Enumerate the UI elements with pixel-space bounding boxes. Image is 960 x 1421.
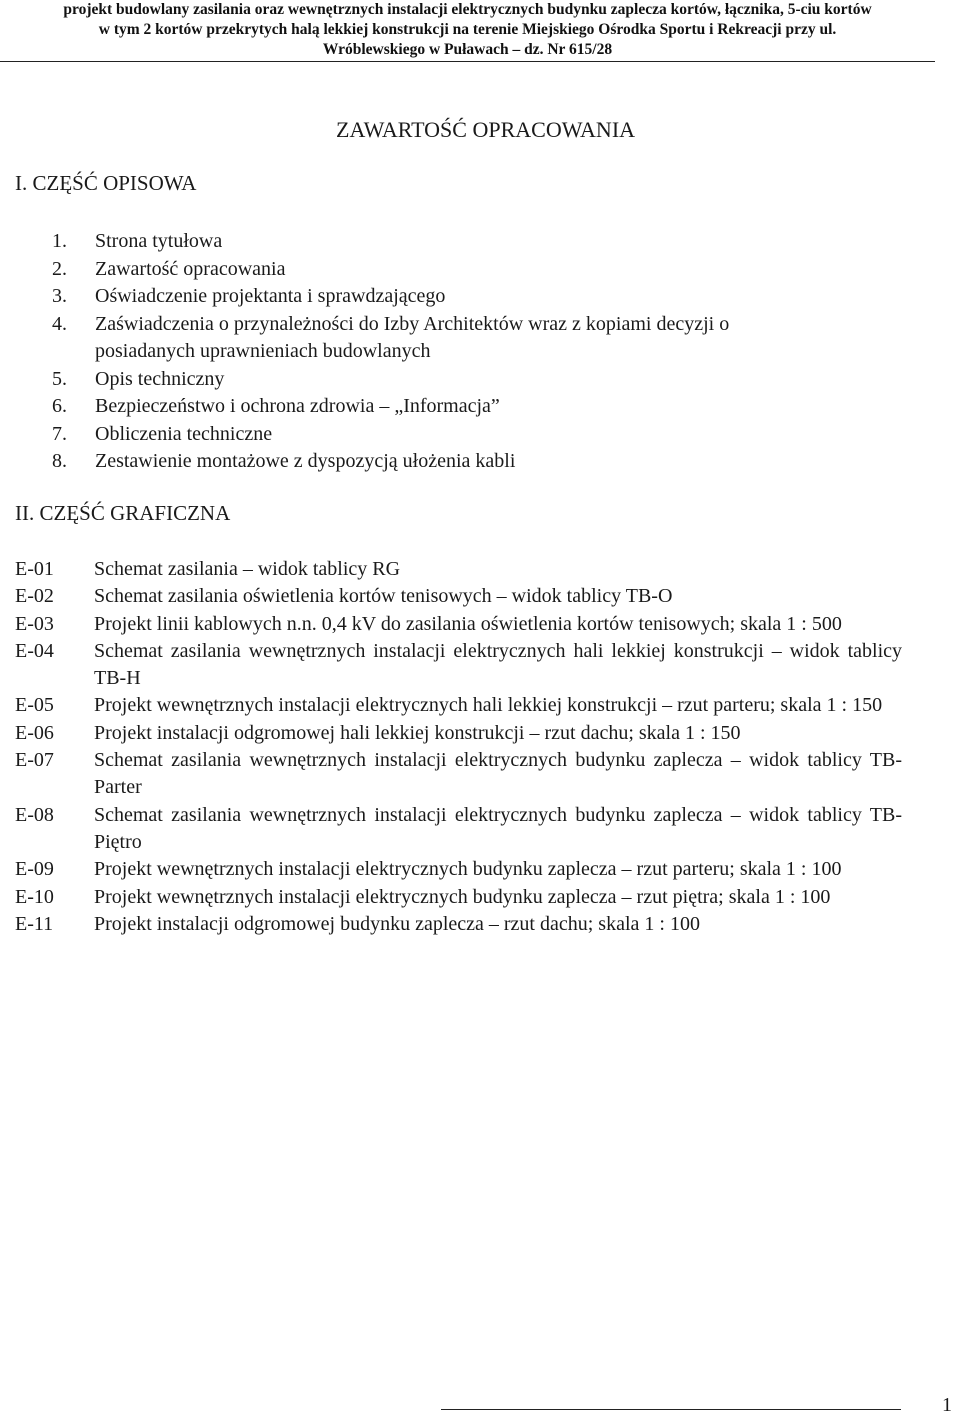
drawing-description: Projekt wewnętrznych instalacji elektrycznych budynku zaplecza – rzut piętra; skala 1 : 100 <box>94 885 831 908</box>
drawing-description: Schemat zasilania wewnętrznych instalacji elektrycznych budynku zaplecza – widok tablicy TB-Piętro <box>94 803 902 853</box>
drawing-description: Projekt instalacji odgromowej budynku zaplecza – rzut dachu; skala 1 : 100 <box>94 912 700 935</box>
drawing-row <box>15 747 902 802</box>
list-item <box>52 256 912 284</box>
drawing-row <box>15 692 902 719</box>
drawing-row <box>15 911 902 938</box>
drawing-row <box>15 611 902 638</box>
list-item-number: 1. <box>52 230 67 252</box>
drawing-row <box>15 856 902 883</box>
header-line-2: w tym 2 kortów przekrytych halą lekkiej konstrukcji na terenie Miejskiego Ośrodka Sportu i Rekreacji przy ul. <box>98 21 837 38</box>
list-item-text: Oświadczenie projektanta i sprawdzającego <box>95 285 446 307</box>
list-item-number: 2. <box>52 257 67 280</box>
drawing-row <box>15 720 902 747</box>
list-item <box>52 228 912 256</box>
list-item-number: 4. <box>52 312 67 335</box>
footer-divider <box>441 1409 901 1410</box>
list-item-text: Zaświadczenia o przynależności do Izby Architektów wraz z kopiami decyzji o posiadanych uprawnieniach budowlanych <box>95 312 730 362</box>
drawing-code: E-02 <box>15 585 54 608</box>
list-item <box>52 366 912 394</box>
list-item-number: 5. <box>52 367 67 390</box>
descriptive-part-list <box>52 228 912 476</box>
header-line-1: projekt budowlany zasilania oraz wewnętrznych instalacji elektrycznych budynku zaplecza kortów, łącznika, 5-ciu kortów <box>63 1 872 18</box>
list-item-text: Opis techniczny <box>95 367 225 390</box>
drawing-row <box>15 884 902 911</box>
list-item-text: Strona tytułowa <box>95 230 223 252</box>
drawing-description: Projekt wewnętrznych instalacji elektrycznych budynku zaplecza – rzut parteru; skala 1 : 100 <box>94 858 842 881</box>
drawing-description: Projekt wewnętrznych instalacji elektrycznych hali lekkiej konstrukcji – rzut parteru; skala 1 : 150 <box>94 694 883 717</box>
drawing-description: Schemat zasilania – widok tablicy RG <box>94 558 401 580</box>
drawing-code: E-07 <box>15 749 54 772</box>
drawing-code: E-09 <box>15 858 54 881</box>
drawing-code: E-10 <box>15 885 54 908</box>
drawing-description: Projekt instalacji odgromowej hali lekkiej konstrukcji – rzut dachu; skala 1 : 150 <box>94 721 741 744</box>
list-item-text: Obliczenia techniczne <box>95 422 273 445</box>
drawing-row <box>15 802 902 857</box>
drawing-code: E-01 <box>15 558 54 580</box>
list-item-number: 6. <box>52 395 67 417</box>
header-divider <box>0 61 935 62</box>
document-header <box>0 0 935 60</box>
drawing-code: E-06 <box>15 721 54 744</box>
list-item-number: 3. <box>52 285 67 307</box>
section-heading-descriptive: I. CZĘŚĆ OPISOWA <box>15 171 197 195</box>
list-item-text: Zestawienie montażowe z dyspozycją ułożenia kabli <box>95 450 516 472</box>
list-item-number: 7. <box>52 422 67 445</box>
drawing-code: E-03 <box>15 612 54 635</box>
drawing-description: Schemat zasilania wewnętrznych instalacji elektrycznych budynku zaplecza – widok tablicy TB-Parter <box>94 749 902 799</box>
list-item <box>52 421 912 449</box>
page-number: 1 <box>942 1394 952 1416</box>
list-item-number: 8. <box>52 450 67 472</box>
document-title: ZAWARTOŚĆ OPRACOWANIA <box>336 117 636 142</box>
drawing-description: Schemat zasilania wewnętrznych instalacji elektrycznych hali lekkiej konstrukcji – widok tablicy TB-H <box>94 639 902 690</box>
list-item-text: Zawartość opracowania <box>95 257 286 280</box>
header-line-3: Wróblewskiego w Puławach – dz. Nr 615/28 <box>322 41 613 58</box>
drawing-row <box>15 583 902 610</box>
drawing-code: E-05 <box>15 694 54 717</box>
list-item-text: Bezpieczeństwo i ochrona zdrowia – „Informacja” <box>95 395 500 417</box>
drawing-code: E-08 <box>15 803 54 826</box>
drawings-list <box>15 556 902 938</box>
drawing-description: Schemat zasilania oświetlenia kortów tenisowych – widok tablicy TB-O <box>94 585 673 608</box>
drawing-row <box>15 638 902 693</box>
list-item <box>52 393 912 421</box>
section-heading-graphic: II. CZĘŚĆ GRAFICZNA <box>15 501 231 525</box>
drawing-code: E-04 <box>15 639 54 662</box>
list-item <box>52 311 755 366</box>
drawing-description: Projekt linii kablowych n.n. 0,4 kV do zasilania oświetlenia kortów tenisowych; skala 1 : 500 <box>94 612 842 635</box>
drawing-row <box>15 556 902 583</box>
list-item <box>52 448 912 476</box>
drawing-code: E-11 <box>15 912 54 935</box>
list-item <box>52 283 912 311</box>
